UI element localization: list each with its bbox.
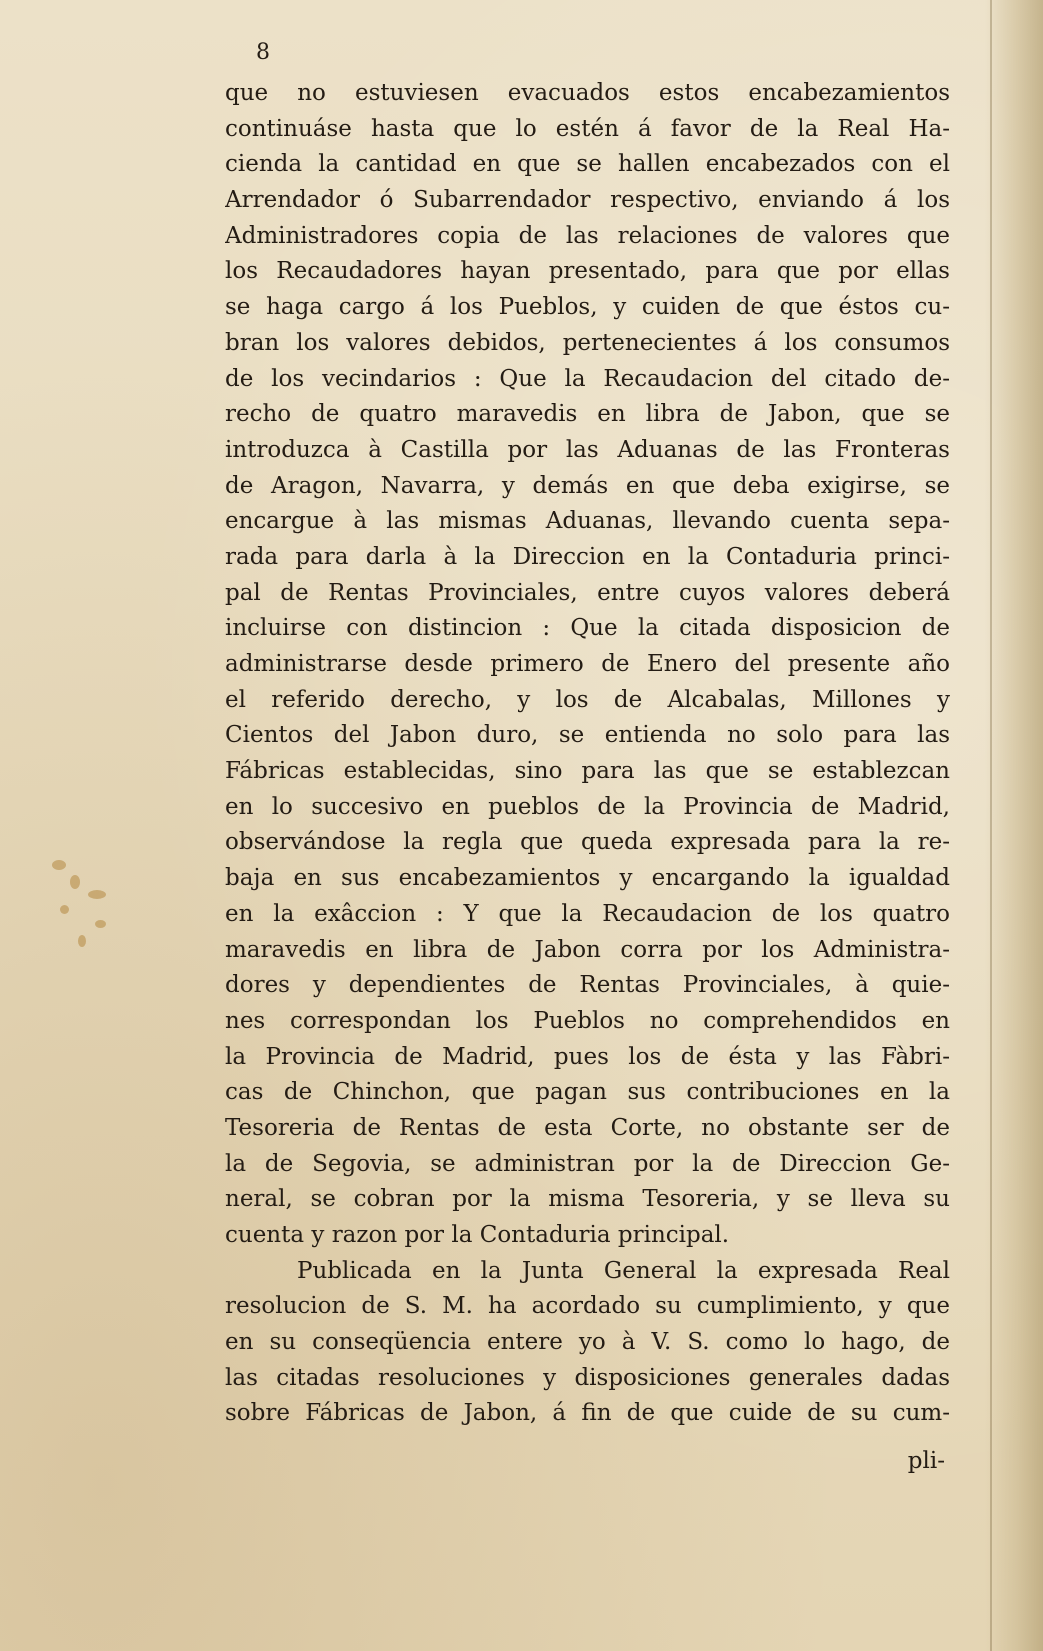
page-number: 8: [256, 40, 270, 65]
text-line: en la exâccion : Y que la Recaudacion de los quatro: [225, 900, 950, 927]
text-line: resolucion de S. M. ha acordado su cumplimiento, y que: [225, 1293, 950, 1320]
text-line: Arrendador ó Subarrendador respectivo, enviando á los: [225, 187, 950, 214]
text-line: observándose la regla que queda expresada para la re-: [225, 829, 950, 856]
text-line: maravedis en libra de Jabon corra por los Administra-: [225, 936, 950, 963]
text-line: en lo succesivo en pueblos de la Provincia de Madrid,: [225, 793, 950, 820]
text-line: cienda la cantidad en que se hallen encabezados con el: [225, 151, 950, 178]
text-line: el referido derecho, y los de Alcabalas, Millones y: [225, 686, 950, 713]
paper-stain: [70, 875, 80, 889]
text-line: en su conseqüencia entere yo à V. S. como lo hago, de: [225, 1329, 950, 1356]
paper-stain: [88, 890, 106, 899]
text-line: recho de quatro maravedis en libra de Jabon, que se: [225, 401, 950, 428]
text-line: bran los valores debidos, pertenecientes á los consumos: [225, 329, 950, 356]
paper-stain: [60, 905, 69, 914]
page-edge-shading: [985, 0, 1043, 1651]
text-line: neral, se cobran por la misma Tesoreria, y se lleva su: [225, 1186, 950, 1213]
text-line: Fábricas establecidas, sino para las que se establezcan: [225, 758, 950, 785]
text-line: baja en sus encabezamientos y encargando la igualdad: [225, 865, 950, 892]
paper-stain: [78, 935, 86, 947]
text-line: encargue à las mismas Aduanas, llevando cuenta sepa-: [225, 508, 950, 535]
text-line: continuáse hasta que lo estén á favor de la Real Ha-: [225, 115, 950, 142]
text-line: la de Segovia, se administran por la de Direccion Ge-: [225, 1150, 950, 1177]
text-line: Cientos del Jabon duro, se entienda no solo para las: [225, 722, 950, 749]
body-text: [225, 76, 950, 1432]
text-line: de los vecindarios : Que la Recaudacion del citado de-: [225, 365, 950, 392]
text-line: se haga cargo á los Pueblos, y cuiden de que éstos cu-: [225, 294, 950, 321]
text-line: rada para darla à la Direccion en la Contaduria princi-: [225, 543, 950, 570]
text-line: cas de Chinchon, que pagan sus contribuciones en la: [225, 1079, 950, 1106]
paper-stain: [52, 860, 66, 870]
text-line: nes correspondan los Pueblos no comprehendidos en: [225, 1007, 950, 1034]
text-line: cuenta y razon por la Contaduria principal.: [225, 1222, 730, 1248]
text-line: pal de Rentas Provinciales, entre cuyos valores deberá: [225, 579, 950, 606]
text-line: Administradores copia de las relaciones de valores que: [225, 222, 950, 249]
text-line: Publicada en la Junta General la expresada Real: [297, 1257, 950, 1284]
text-line: dores y dependientes de Rentas Provinciales, à quie-: [225, 972, 950, 999]
text-line: la Provincia de Madrid, pues los de ésta y las Fàbri-: [225, 1043, 950, 1070]
page-fold-line: [990, 0, 992, 1651]
text-line: que no estuviesen evacuados estos encabezamientos: [225, 80, 950, 106]
catchword: pli-: [907, 1448, 945, 1474]
text-line: administrarse desde primero de Enero del presente año: [225, 651, 950, 677]
text-line: introduzca à Castilla por las Aduanas de las Fronteras: [225, 436, 950, 463]
text-line: Tesoreria de Rentas de esta Corte, no obstante ser de: [225, 1114, 950, 1141]
text-line: las citadas resoluciones y disposiciones generales dadas: [225, 1364, 950, 1391]
text-line: sobre Fábricas de Jabon, á fin de que cuide de su cum-: [225, 1400, 950, 1427]
paper-stain: [95, 920, 106, 928]
text-line: incluirse con distincion : Que la citada disposicion de: [225, 615, 950, 642]
text-line: de Aragon, Navarra, y demás en que deba exigirse, se: [225, 472, 950, 499]
text-line: los Recaudadores hayan presentado, para que por ellas: [225, 258, 950, 285]
